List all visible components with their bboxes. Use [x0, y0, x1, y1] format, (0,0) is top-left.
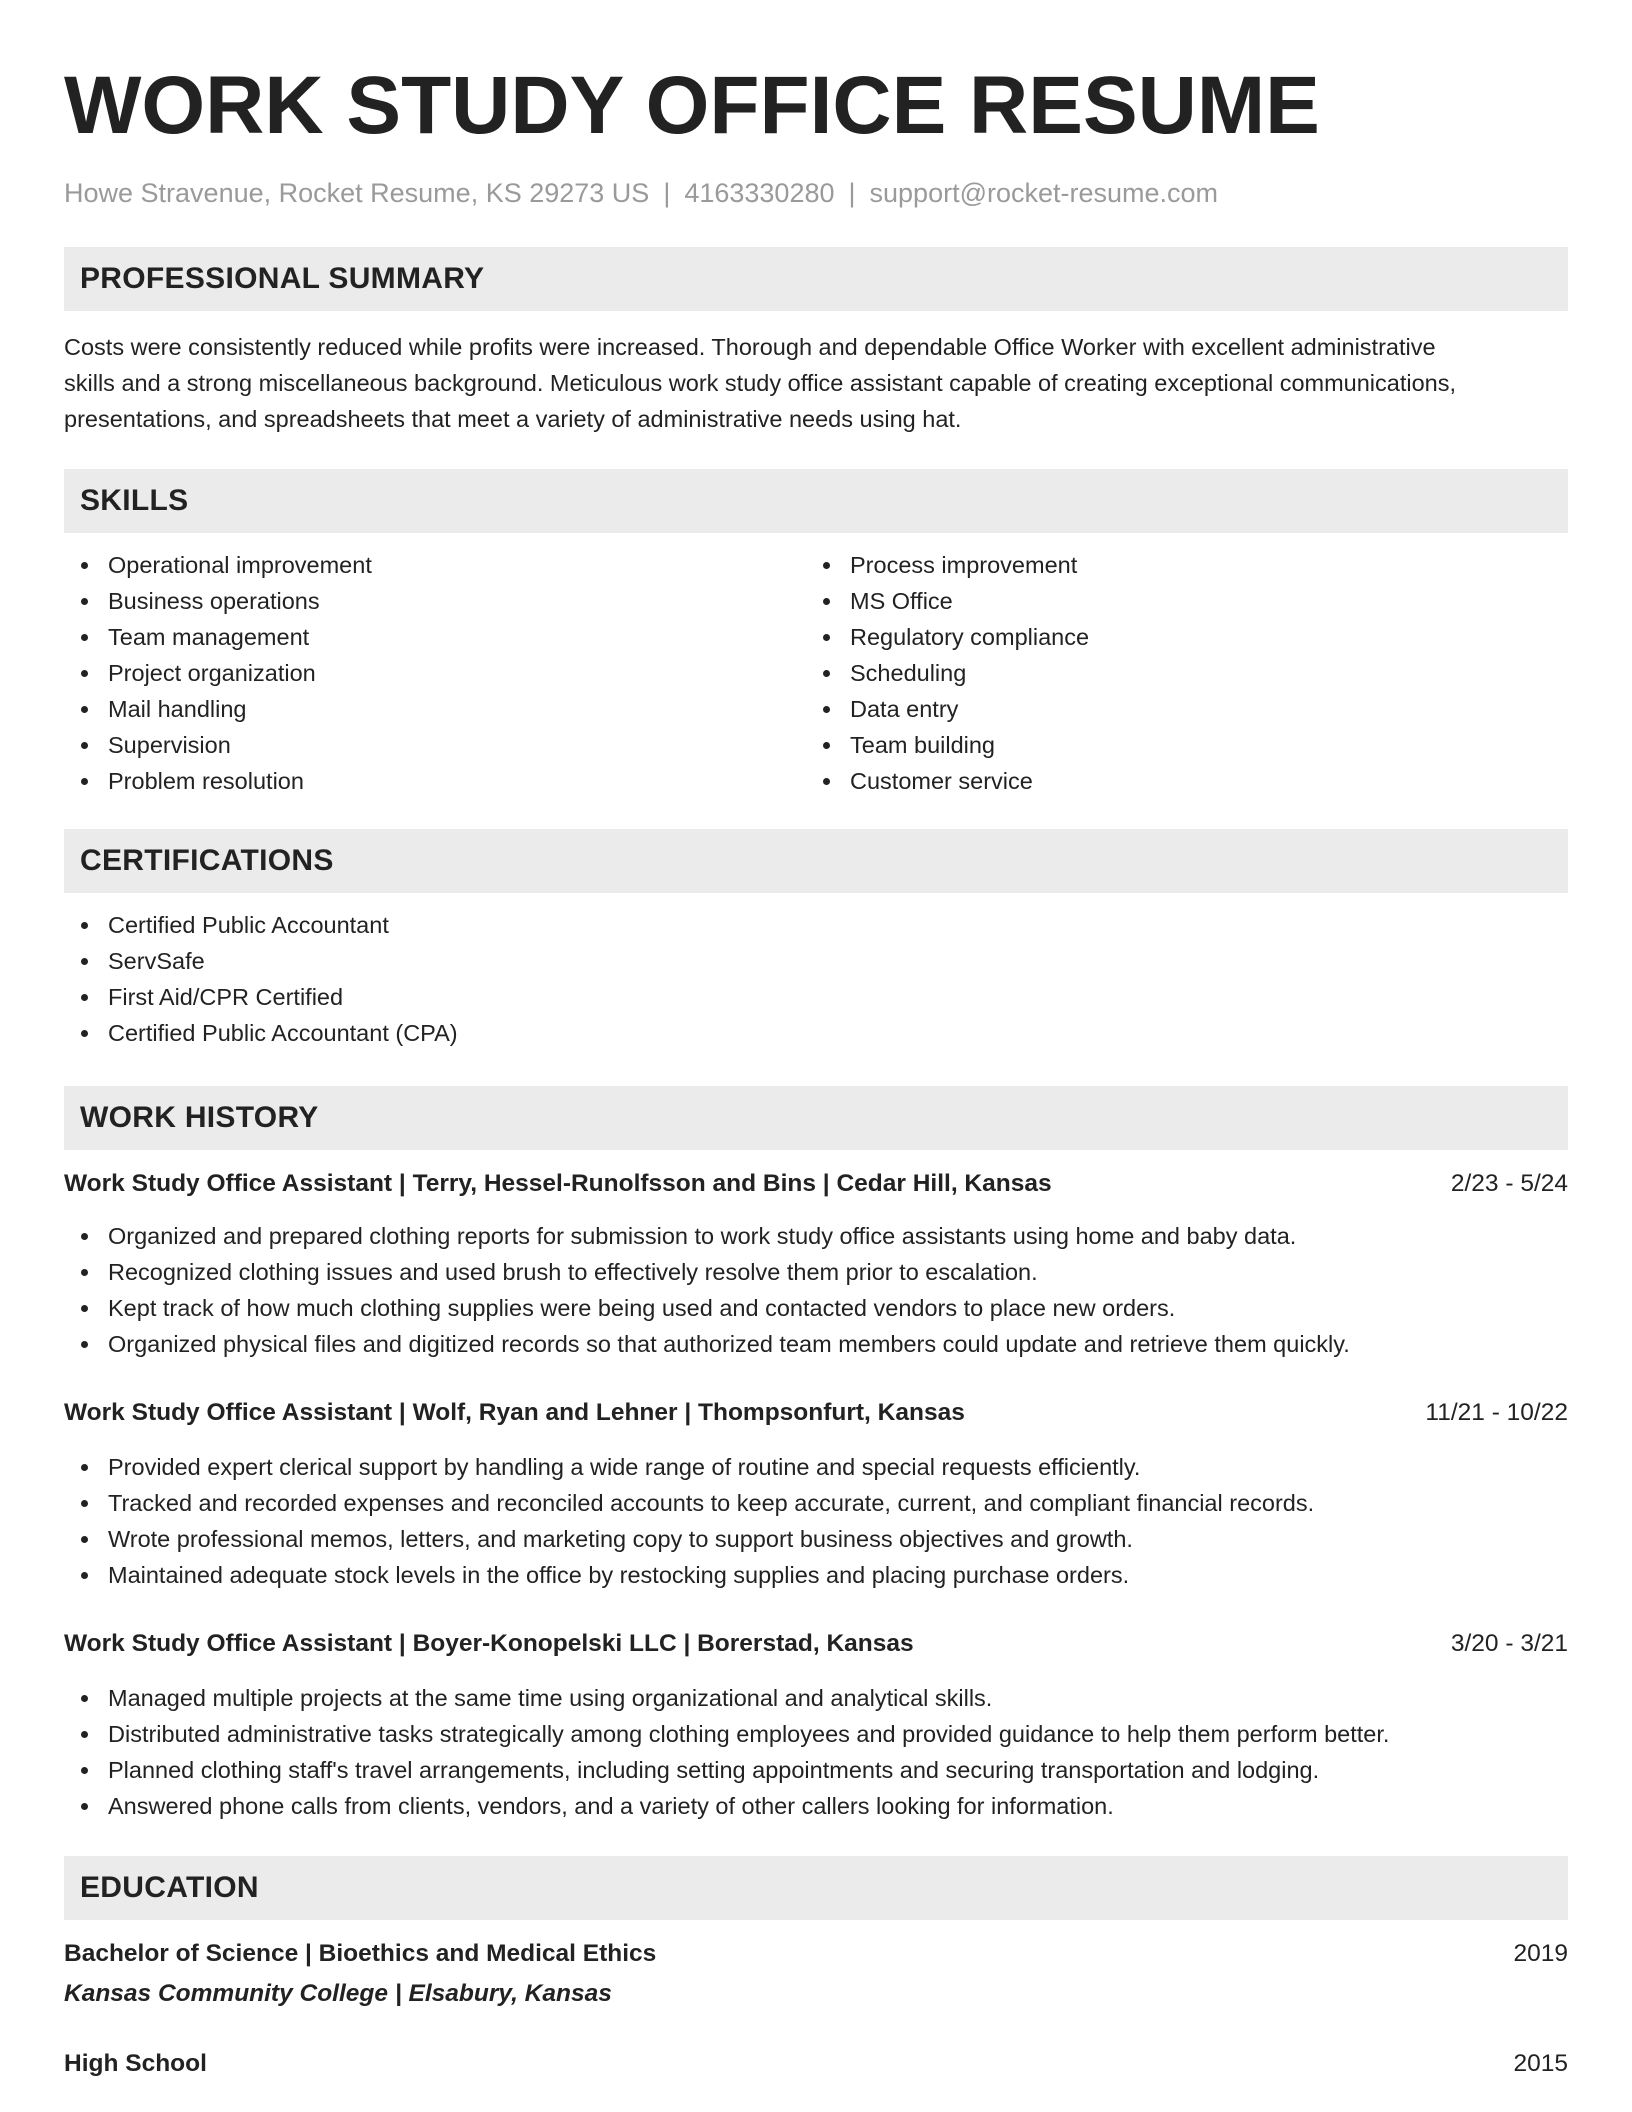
skill-item: Scheduling [806, 655, 1548, 691]
skill-item: Business operations [64, 583, 806, 619]
section-heading-skills: SKILLS [64, 469, 1568, 533]
contact-separator: | [663, 178, 671, 208]
education-header [64, 1936, 1568, 1972]
certification-item: Certified Public Accountant [64, 907, 1568, 943]
education-degree: Bachelor of Science | Bioethics and Medical Ethics [64, 1940, 657, 1967]
contact-email: support@rocket-resume.com [869, 178, 1219, 208]
job-bullet: Provided expert clerical support by handling a wide range of routine and special requests efficiently. [64, 1449, 1568, 1485]
job-bullets [64, 1449, 1568, 1593]
skill-item: Problem resolution [64, 763, 806, 799]
education-year: 2015 [1513, 2050, 1568, 2077]
job-bullets [64, 1218, 1568, 1362]
section-heading-education: EDUCATION [64, 1856, 1568, 1920]
job-title: Work Study Office Assistant | Terry, Hessel-Runolfsson and Bins | Cedar Hill, Kansas [64, 1170, 1052, 1197]
job-bullet: Answered phone calls from clients, vendors, and a variety of other callers looking for information. [64, 1788, 1568, 1824]
skill-item: MS Office [806, 583, 1548, 619]
job-title: Work Study Office Assistant | Wolf, Ryan and Lehner | Thompsonfurt, Kansas [64, 1399, 965, 1426]
skill-item: Operational improvement [64, 547, 806, 583]
skill-item: Customer service [806, 763, 1548, 799]
job-header [64, 1166, 1568, 1202]
skill-item: Process improvement [806, 547, 1548, 583]
job-bullet: Kept track of how much clothing supplies were being used and contacted vendors to place new orders. [64, 1290, 1568, 1326]
job-bullet: Organized physical files and digitized records so that authorized team members could update and retrieve them quickly. [64, 1326, 1568, 1362]
skills-list-right [806, 547, 1548, 799]
skill-item: Supervision [64, 727, 806, 763]
job-bullet: Tracked and recorded expenses and reconciled accounts to keep accurate, current, and compliant financial records. [64, 1485, 1568, 1521]
section-heading-work-history: WORK HISTORY [64, 1086, 1568, 1150]
skill-item: Regulatory compliance [806, 619, 1548, 655]
education-year: 2019 [1513, 1940, 1568, 1967]
job-entry [64, 1166, 1568, 1362]
certification-item: ServSafe [64, 943, 1568, 979]
summary-text [64, 329, 1568, 437]
skill-item: Team management [64, 619, 806, 655]
contact-phone: 4163330280 [684, 178, 835, 208]
section-heading-certifications: CERTIFICATIONS [64, 829, 1568, 893]
summary-line: Costs were consistently reduced while profits were increased. Thorough and dependable Office Worker with excellent administrative [64, 334, 1436, 360]
summary-line: presentations, and spreadsheets that meet a variety of administrative needs using hat. [64, 406, 962, 432]
skills-grid [64, 547, 1568, 799]
job-title: Work Study Office Assistant | Boyer-Konopelski LLC | Borerstad, Kansas [64, 1630, 914, 1657]
job-header [64, 1395, 1568, 1431]
skill-item: Mail handling [64, 691, 806, 727]
education-header [64, 2046, 1568, 2082]
skill-item: Team building [806, 727, 1548, 763]
education-entry [64, 1936, 1568, 2012]
job-bullet: Maintained adequate stock levels in the office by restocking supplies and placing purchase orders. [64, 1557, 1568, 1593]
education-entry [64, 2046, 1568, 2082]
contact-address: Howe Stravenue, Rocket Resume, KS 29273 US [64, 178, 650, 208]
summary-line: skills and a strong miscellaneous background. Meticulous work study office assistant capable of creating exceptional communications, [64, 370, 1457, 396]
skill-item: Data entry [806, 691, 1548, 727]
resume-title: WORK STUDY OFFICE RESUME [64, 60, 1320, 151]
job-bullet: Planned clothing staff's travel arrangements, including setting appointments and securing transportation and lodging. [64, 1752, 1568, 1788]
job-bullet: Wrote professional memos, letters, and marketing copy to support business objectives and growth. [64, 1521, 1568, 1557]
job-header [64, 1626, 1568, 1662]
job-dates: 11/21 - 10/22 [1425, 1399, 1568, 1426]
education-school: Kansas Community College | Elsabury, Kansas [64, 1980, 612, 2007]
section-heading-summary: PROFESSIONAL SUMMARY [64, 247, 1568, 311]
job-entry [64, 1395, 1568, 1593]
certification-item: Certified Public Accountant (CPA) [64, 1015, 1568, 1051]
certifications-list [64, 907, 1568, 1051]
education-degree: High School [64, 2050, 207, 2077]
skill-item: Project organization [64, 655, 806, 691]
job-bullet: Managed multiple projects at the same time using organizational and analytical skills. [64, 1680, 1568, 1716]
job-dates: 2/23 - 5/24 [1450, 1170, 1568, 1197]
resume-page [64, 0, 1568, 2082]
job-bullets [64, 1680, 1568, 1824]
contact-line [64, 176, 1568, 210]
job-bullet: Distributed administrative tasks strategically among clothing employees and provided guidance to help them perform better. [64, 1716, 1568, 1752]
skills-list-left [64, 547, 806, 799]
contact-separator: | [848, 178, 856, 208]
job-dates: 3/20 - 3/21 [1450, 1630, 1568, 1657]
job-entry [64, 1626, 1568, 1824]
certification-item: First Aid/CPR Certified [64, 979, 1568, 1015]
job-bullet: Recognized clothing issues and used brush to effectively resolve them prior to escalation. [64, 1254, 1568, 1290]
job-bullet: Organized and prepared clothing reports for submission to work study office assistants using home and baby data. [64, 1218, 1568, 1254]
